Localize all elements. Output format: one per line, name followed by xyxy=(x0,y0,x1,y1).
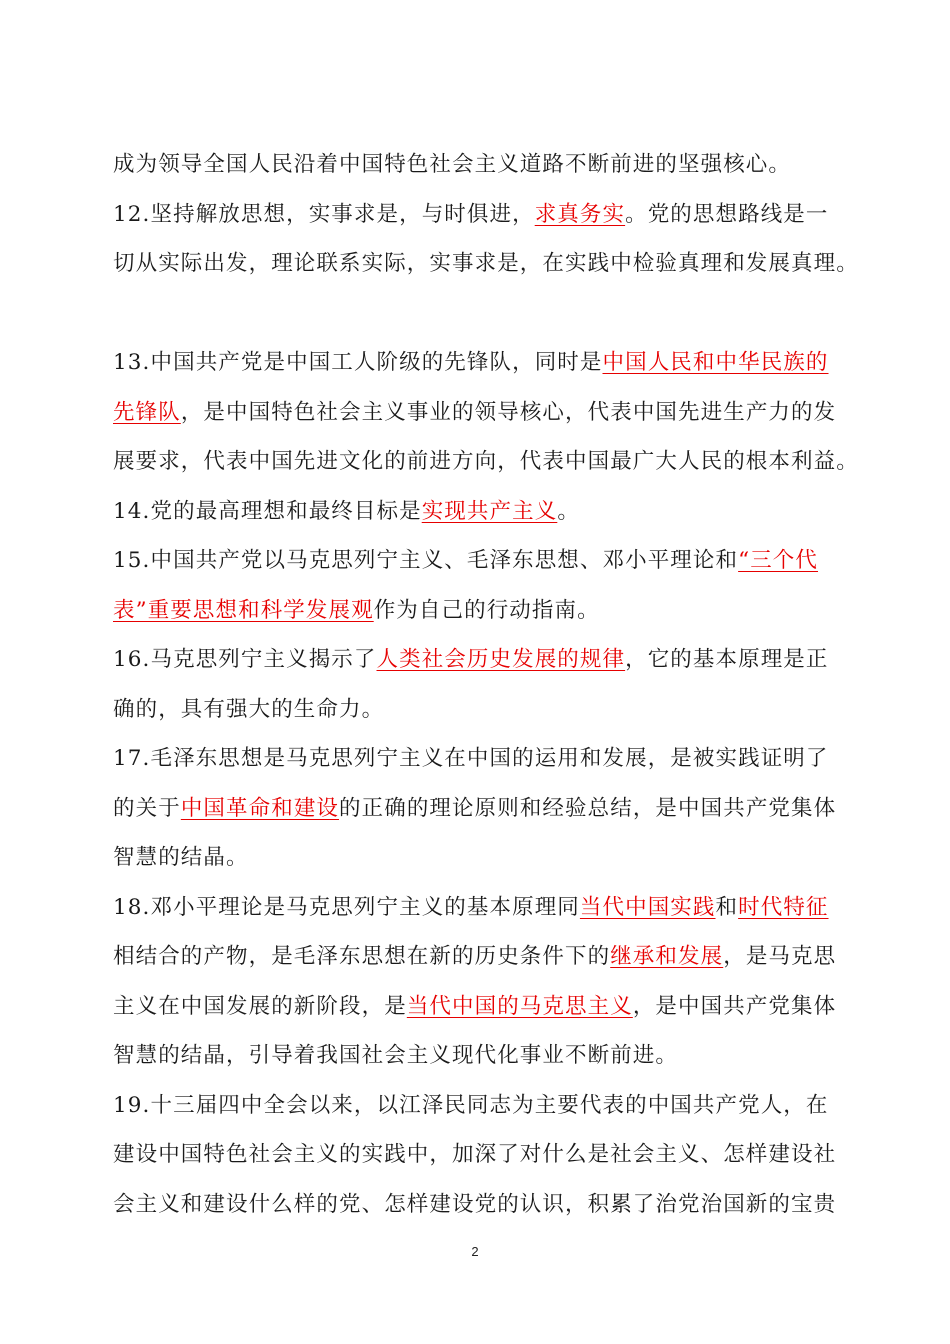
text-line xyxy=(113,388,838,438)
text-line xyxy=(113,437,859,487)
text-line xyxy=(113,932,838,982)
text-segment: 主义在中国发展的新阶段，是 xyxy=(113,993,407,1019)
text-segment: 展要求，代表中国先进文化的前进方向，代表中国最广大人民的根本利益。 xyxy=(113,449,859,474)
text-segment: 建设中国特色社会主义的实践中，加深了对什么是社会主义、怎样建设社 xyxy=(113,1142,837,1167)
text-segment: 14.党的最高理想和最终目标是 xyxy=(113,498,422,524)
text-line xyxy=(113,685,838,735)
highlighted-text: 中国人民和中华民族的 xyxy=(602,350,829,375)
text-segment: 。 xyxy=(557,498,580,524)
text-line xyxy=(113,190,838,240)
text-line xyxy=(113,1130,838,1180)
text-segment: 成为领导全国人民沿着中国特色社会主义道路不断前进的坚强核心。 xyxy=(113,152,792,177)
page-number: 2 xyxy=(471,1244,479,1259)
text-line xyxy=(113,982,838,1032)
highlighted-text: 时代特征 xyxy=(738,894,829,920)
text-segment: 的正确的理论原则和经验总结，是中国共产党集体 xyxy=(339,795,837,821)
document-body xyxy=(113,140,859,1229)
highlighted-text: 实现共产主义 xyxy=(421,498,558,524)
text-segment: ，是马克思 xyxy=(723,944,837,969)
highlighted-text: 当代中国的马克思主义 xyxy=(406,993,633,1019)
text-line xyxy=(113,833,838,883)
highlighted-text: “三个代 xyxy=(738,548,819,573)
text-segment: 19.十三届四中全会以来，以江泽民同志为主要代表的中国共产党人，在 xyxy=(113,1092,829,1118)
text-line xyxy=(113,487,838,537)
text-segment: 16.马克思列宁主义揭示了 xyxy=(113,647,377,672)
text-segment: 和 xyxy=(715,894,739,920)
text-line xyxy=(113,1081,838,1131)
text-segment: 切从实际出发，理论联系实际，实事求是，在实践中检验真理和发展真理。 xyxy=(113,251,859,276)
highlighted-text: 继承和发展 xyxy=(610,944,724,969)
text-segment: ，是中国共产党集体 xyxy=(632,993,837,1019)
text-segment: 智慧的结晶，引导着我国社会主义现代化事业不断前进。 xyxy=(113,1043,679,1068)
text-segment: 作为自己的行动指南。 xyxy=(373,597,600,623)
text-line xyxy=(113,338,838,388)
highlighted-text: 先锋队 xyxy=(113,399,181,425)
highlighted-text: 中国革命和建设 xyxy=(180,795,340,821)
highlighted-text: 求真务实 xyxy=(534,201,626,227)
text-segment: 。党的思想路线是一 xyxy=(625,201,829,227)
text-line xyxy=(113,734,838,784)
text-line xyxy=(113,536,838,586)
text-segment: 18.邓小平理论是马克思列宁主义的基本原理同 xyxy=(113,894,580,920)
blank-line xyxy=(113,289,838,339)
highlighted-text: 当代中国实践 xyxy=(579,894,716,920)
text-line xyxy=(113,140,838,190)
text-segment: 15.中国共产党以马克思列宁主义、毛泽东思想、邓小平理论和 xyxy=(113,548,739,573)
highlighted-text: 人类社会历史发展的规律 xyxy=(376,647,626,672)
text-segment: ，它的基本原理是正 xyxy=(625,647,829,672)
text-line xyxy=(113,1180,838,1230)
text-line xyxy=(113,239,859,289)
text-line xyxy=(113,635,838,685)
text-line xyxy=(113,784,838,834)
text-line xyxy=(113,586,838,636)
text-segment: 确的，具有强大的生命力。 xyxy=(113,696,385,722)
text-segment: ，是中国特色社会主义事业的领导核心，代表中国先进生产力的发 xyxy=(180,399,837,425)
text-line xyxy=(113,883,838,933)
text-segment: 13.中国共产党是中国工人阶级的先锋队，同时是 xyxy=(113,350,603,375)
text-segment: 相结合的产物，是毛泽东思想在新的历史条件下的 xyxy=(113,944,611,969)
highlighted-text: 表”重要思想和科学发展观 xyxy=(113,597,374,623)
text-segment: 的关于 xyxy=(113,795,181,821)
text-line xyxy=(113,1031,838,1081)
text-segment: 17.毛泽东思想是马克思列宁主义在中国的运用和发展，是被实践证明了 xyxy=(113,746,829,771)
text-segment: 会主义和建设什么样的党、怎样建设党的认识，积累了治党治国新的宝贵 xyxy=(113,1191,837,1217)
text-segment: 智慧的结晶。 xyxy=(113,845,249,870)
text-segment: 12.坚持解放思想，实事求是，与时俱进， xyxy=(113,201,535,227)
